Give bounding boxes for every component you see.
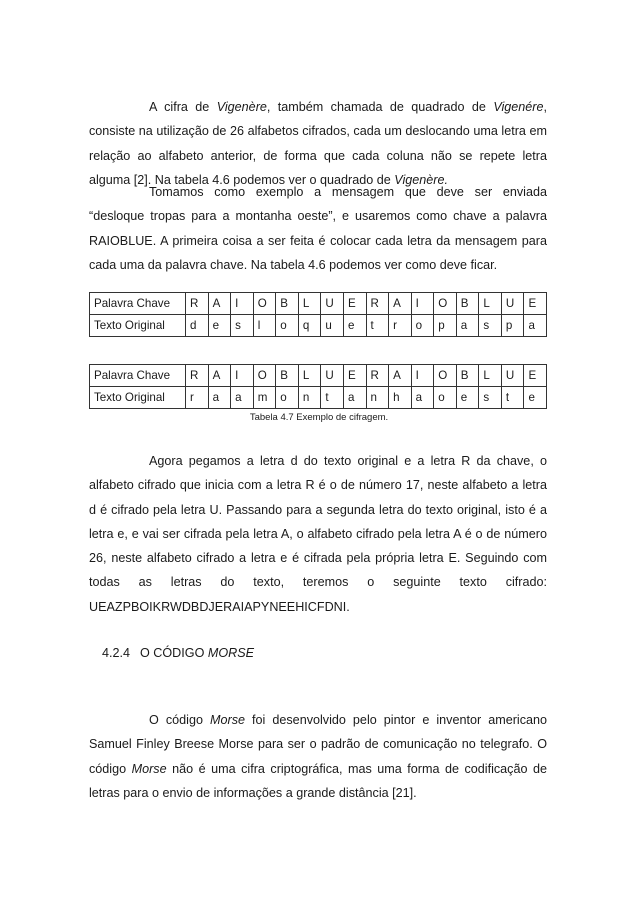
- table-cell: E: [343, 293, 366, 315]
- table-row-text: [90, 387, 547, 409]
- table-cell: A: [208, 293, 231, 315]
- table-cell: L: [479, 293, 502, 315]
- table-cell: E: [524, 293, 547, 315]
- paragraph-morse: [89, 708, 547, 805]
- table-cell: l: [253, 315, 276, 337]
- table-cell: A: [389, 365, 412, 387]
- row-label-text: Texto Original: [90, 387, 186, 409]
- table-row-key: [90, 365, 547, 387]
- table-cell: B: [456, 365, 479, 387]
- paragraph-cipher-explanation: Agora pegamos a letra d do texto original e a letra R da chave, o alfabeto cifrado que inicia com a letra R é o de número 17, neste alfabeto a letra d é cifrado pela letra U. Passando para a segunda letra do texto original, isto é a letra e, e vai ser cifrada pela letra A, o alfabeto cifrado pela letra A é o de número 26, neste alfabeto cifrado a letra e é cifrada pela própria letra E. Seguindo com todas as letras do texto, teremos o seguinte texto cifrado: UEAZPBOIKRWDBDJERAIAPYNEEHICFDNI.: [89, 454, 547, 614]
- italic-term: Morse: [131, 761, 167, 776]
- table-cell: s: [479, 387, 502, 409]
- text-span: não é uma cifra criptográfica, mas uma forma de codificação de letras para o envio de informações a grande distância [21].: [89, 761, 547, 800]
- table-cell: s: [231, 315, 254, 337]
- text-span: , também chamada de quadrado de: [266, 100, 494, 114]
- table-cell: h: [389, 387, 412, 409]
- table-cell: I: [231, 365, 254, 387]
- table-cell: L: [298, 365, 321, 387]
- table-cell: o: [276, 387, 299, 409]
- paragraph-vigenere-intro: [89, 95, 547, 192]
- table-cell: U: [321, 365, 344, 387]
- table-cell: o: [411, 315, 434, 337]
- table-row-text: [90, 315, 547, 337]
- table-cell: O: [253, 365, 276, 387]
- table-cell: m: [253, 387, 276, 409]
- table-cell: B: [276, 365, 299, 387]
- table-cell: L: [298, 293, 321, 315]
- table-cell: E: [343, 365, 366, 387]
- table-cell: I: [411, 293, 434, 315]
- section-title-italic: MORSE: [207, 646, 255, 660]
- cipher-table-original: [89, 292, 547, 337]
- table-cell: t: [501, 387, 524, 409]
- row-label-key: Palavra Chave: [90, 365, 186, 387]
- table-cell: e: [524, 387, 547, 409]
- table-cell: R: [186, 293, 209, 315]
- row-label-key: Palavra Chave: [90, 293, 186, 315]
- table-cell: U: [501, 293, 524, 315]
- table-cell: O: [434, 365, 457, 387]
- section-number: 4.2.4: [102, 646, 131, 660]
- table-cell: t: [366, 315, 389, 337]
- italic-term: Vigenére: [493, 100, 544, 114]
- text-span: , consiste na utilização de 26 alfabetos cifrados, cada um deslocando uma letra em relação ao alfabeto anterior, de forma que cada coluna não se repete letra alguma [2]. Na tabela 4.6 podemos ver o quadrado de: [89, 100, 547, 187]
- table-cell: e: [456, 387, 479, 409]
- text-span: O código: [149, 713, 210, 727]
- table-cell: u: [321, 315, 344, 337]
- table-cell: R: [186, 365, 209, 387]
- table-cell: e: [343, 315, 366, 337]
- italic-term: Morse: [210, 713, 245, 727]
- table-cell: a: [343, 387, 366, 409]
- table-cell: U: [321, 293, 344, 315]
- table-cell: a: [208, 387, 231, 409]
- table-cell: a: [231, 387, 254, 409]
- table-cell: R: [366, 293, 389, 315]
- table-cell: a: [524, 315, 547, 337]
- table-cell: A: [389, 293, 412, 315]
- table-cell: n: [298, 387, 321, 409]
- table-cell: t: [321, 387, 344, 409]
- section-title: O CÓDIGO: [140, 646, 208, 660]
- table-cell: r: [389, 315, 412, 337]
- table-cell: I: [231, 293, 254, 315]
- table-cell: O: [434, 293, 457, 315]
- row-label-text: Texto Original: [90, 315, 186, 337]
- table-cell: R: [366, 365, 389, 387]
- table-cell: e: [208, 315, 231, 337]
- table-cell: I: [411, 365, 434, 387]
- table-cell: o: [276, 315, 299, 337]
- section-heading: [102, 646, 254, 660]
- table-cell: L: [479, 365, 502, 387]
- table-cell: p: [501, 315, 524, 337]
- table-cell: q: [298, 315, 321, 337]
- table-cell: B: [456, 293, 479, 315]
- text-span: foi desenvolvido pelo pintor e inventor americano Samuel Finley Breese Morse para ser o padrão de comunicação no telegrafo. O código: [89, 713, 548, 776]
- table-cell: p: [434, 315, 457, 337]
- table-cell: a: [411, 387, 434, 409]
- table-cell: n: [366, 387, 389, 409]
- table-cell: s: [479, 315, 502, 337]
- table-cell: E: [524, 365, 547, 387]
- table-cell: o: [434, 387, 457, 409]
- italic-term: Vigenère: [216, 100, 267, 114]
- table-cell: O: [253, 293, 276, 315]
- table-cell: d: [186, 315, 209, 337]
- table-cell: r: [186, 387, 209, 409]
- table-cell: B: [276, 293, 299, 315]
- text-span: A cifra de: [149, 100, 217, 114]
- table-row-key: [90, 293, 547, 315]
- paragraph-example-message: Tomamos como exemplo a mensagem que deve ser enviada “desloque tropas para a montanha oeste”, e usaremos como chave a palavra RAIOBLUE. A primeira coisa a ser feita é colocar cada letra da mensagem para cada uma da palavra chave. Na tabela 4.6 podemos ver como deve ficar.: [89, 185, 547, 272]
- cipher-table-continued: [89, 364, 547, 409]
- italic-term: Vigenère.: [394, 172, 448, 187]
- table-cell: a: [456, 315, 479, 337]
- table-cell: A: [208, 365, 231, 387]
- table-cell: U: [501, 365, 524, 387]
- table-caption: Tabela 4.7 Exemplo de cifragem.: [249, 412, 389, 423]
